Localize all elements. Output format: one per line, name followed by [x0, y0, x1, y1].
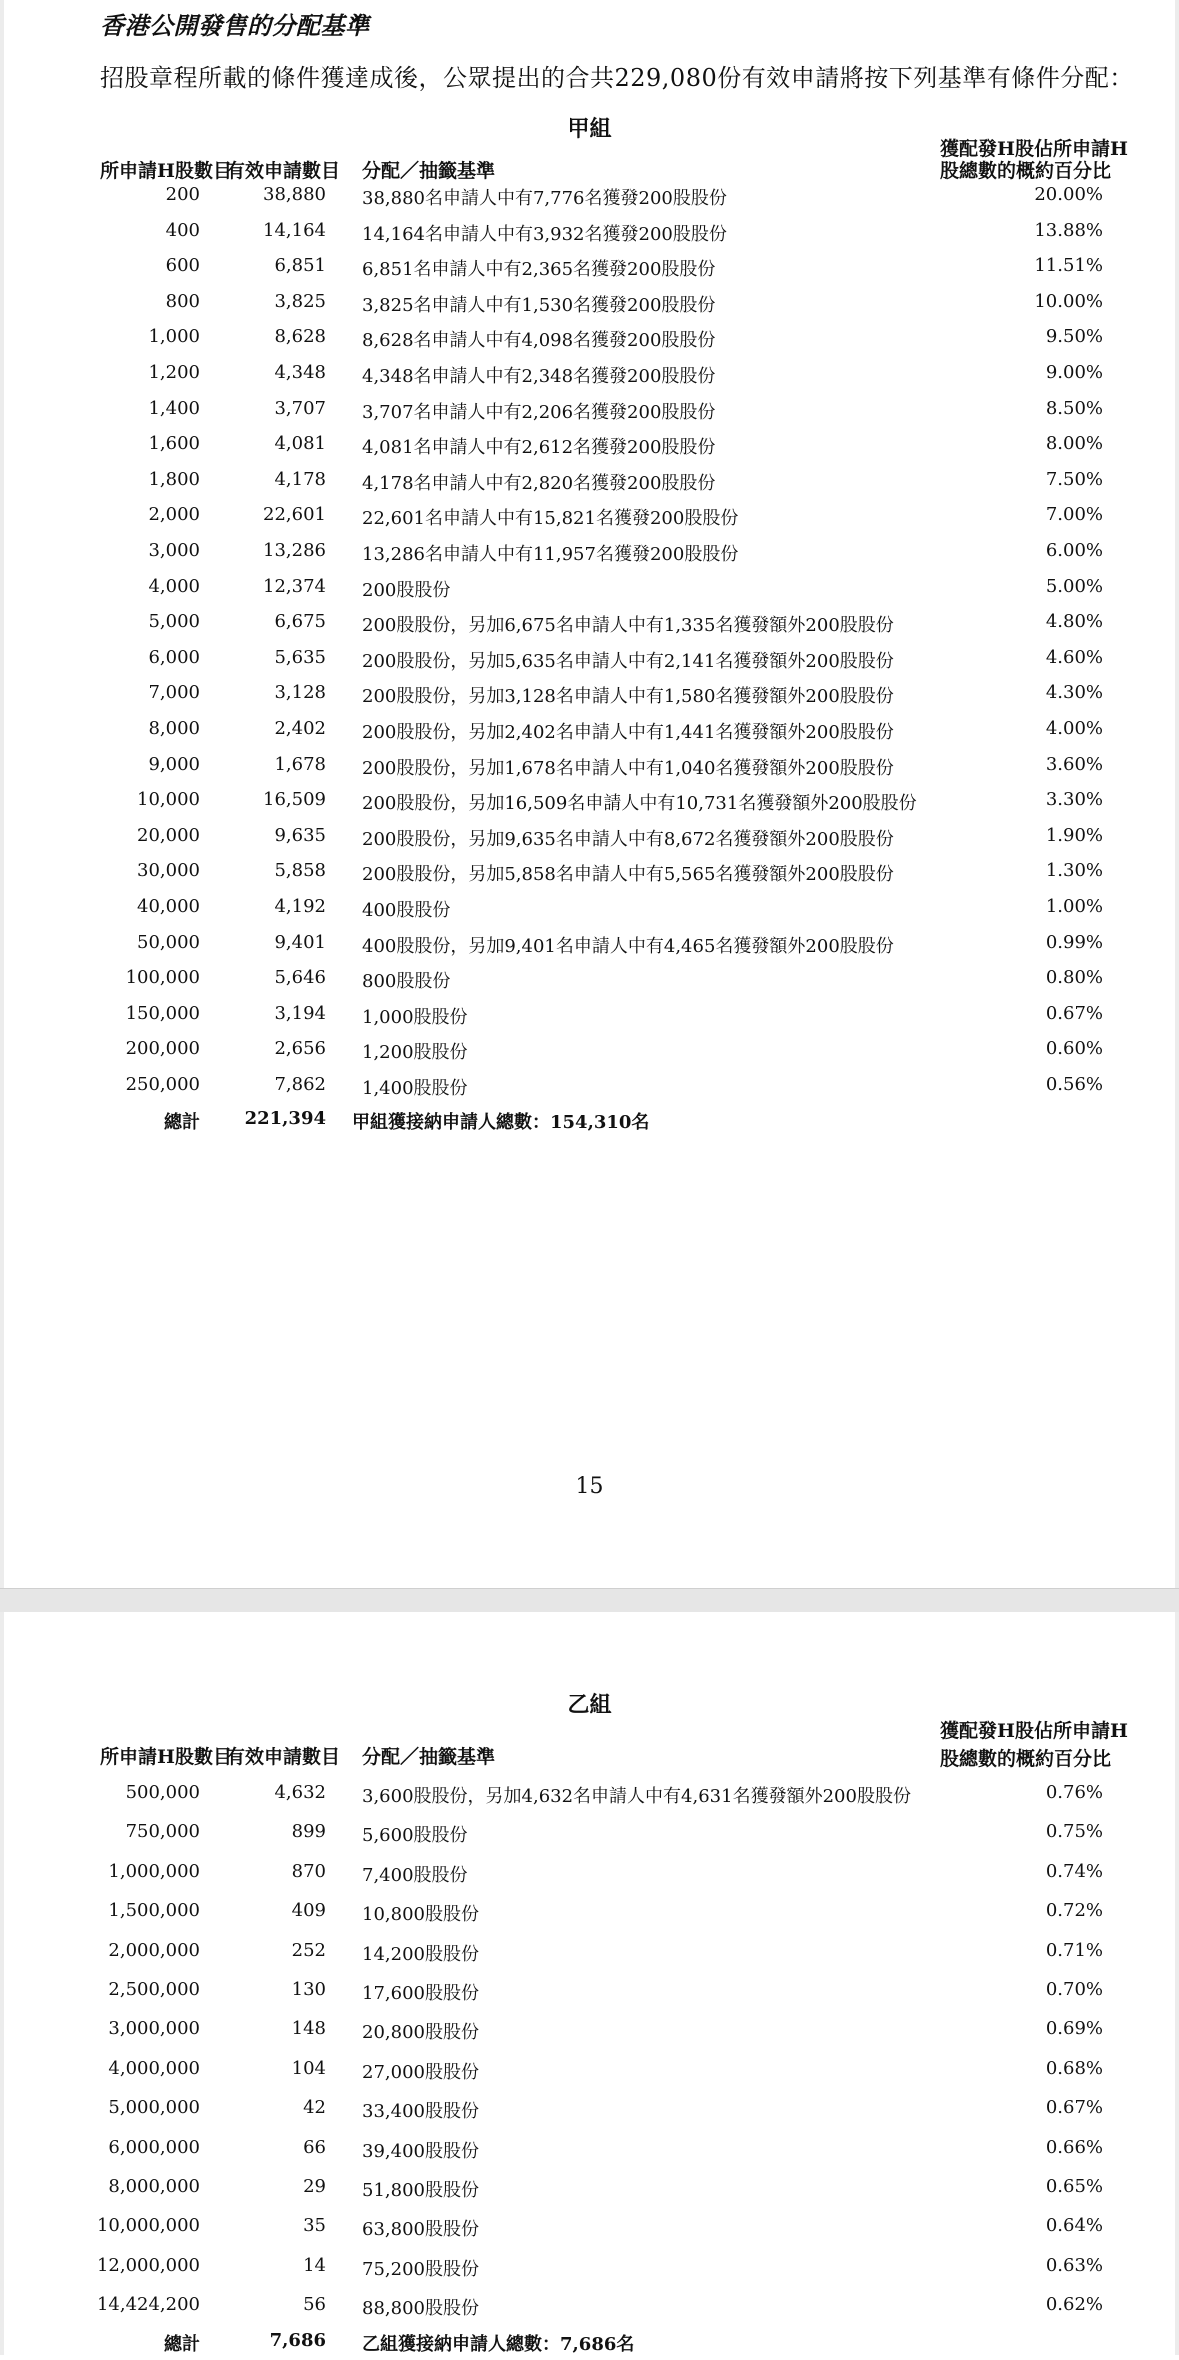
- table-row: [0, 362, 1179, 392]
- applications-cell: 870: [291, 1860, 326, 1882]
- percentage-cell: 0.70%: [1045, 1979, 1103, 2000]
- applications-cell: 3,194: [274, 1002, 326, 1024]
- shares-cell: 250,000: [125, 1074, 200, 1095]
- allocation-basis-cell: 800股股份: [362, 971, 451, 993]
- table-row: [0, 1861, 1179, 1891]
- table-row: [0, 540, 1179, 570]
- table-row: [0, 326, 1179, 356]
- shares-cell: 2,000: [148, 504, 200, 526]
- shares-cell: 600: [165, 255, 200, 277]
- shares-cell: 2,000,000: [108, 1939, 200, 1961]
- applications-cell: 9,635: [274, 824, 326, 846]
- allocation-basis-cell: 63,800股股份: [362, 2219, 479, 2241]
- allocation-basis-cell: 20,800股股份: [362, 2022, 479, 2044]
- applications-cell: 2,402: [274, 718, 326, 739]
- percentage-cell: 4.30%: [1045, 682, 1103, 704]
- applications-cell: 9,401: [274, 931, 326, 953]
- shares-cell: 1,500,000: [108, 1900, 200, 1922]
- applications-cell: 3,128: [274, 682, 326, 704]
- applications-cell: 29: [303, 2176, 326, 2197]
- total-label: 總計: [164, 1112, 200, 1133]
- table-row: [0, 1979, 1179, 2009]
- table-row: [0, 255, 1179, 285]
- table-row: [0, 896, 1179, 926]
- applications-cell: 38,880: [263, 184, 326, 205]
- group-b-total-row: [0, 2330, 1179, 2360]
- applications-cell: 3,825: [274, 290, 326, 312]
- shares-cell: 40,000: [137, 896, 200, 917]
- total-applications: 7,686: [269, 2330, 326, 2351]
- shares-cell: 10,000: [137, 789, 200, 811]
- table-row: [0, 398, 1179, 428]
- applications-cell: 252: [291, 1939, 326, 1961]
- page-number: 15: [575, 1474, 604, 1499]
- shares-cell: 200: [165, 184, 200, 205]
- percentage-cell: 9.50%: [1045, 326, 1103, 348]
- table-row: [0, 611, 1179, 641]
- shares-cell: 3,000: [148, 540, 200, 561]
- percentage-cell: 3.60%: [1045, 753, 1103, 775]
- shares-cell: 30,000: [137, 860, 200, 882]
- table-row: [0, 932, 1179, 962]
- percentage-cell: 4.00%: [1045, 718, 1103, 739]
- percentage-cell: 0.63%: [1045, 2254, 1103, 2276]
- percentage-cell: 0.80%: [1045, 967, 1103, 989]
- shares-cell: 1,600: [148, 433, 200, 455]
- shares-cell: 1,000: [148, 326, 200, 348]
- applications-cell: 148: [291, 2018, 326, 2040]
- shares-cell: 1,800: [148, 468, 200, 490]
- percentage-cell: 5.00%: [1045, 575, 1103, 597]
- allocation-basis-cell: 3,600股股份，另加4,632名申請人中有4,631名獲發額外200股股份: [362, 1786, 911, 1807]
- percentage-cell: 0.67%: [1045, 2097, 1103, 2119]
- allocation-basis-cell: 400股股份: [362, 900, 451, 921]
- shares-cell: 8,000: [148, 718, 200, 739]
- applications-cell: 56: [303, 2294, 326, 2316]
- shares-cell: 4,000,000: [108, 2057, 200, 2079]
- header-percentage-line2: 股總數的概約百分比: [940, 1748, 1112, 1770]
- shares-cell: 1,200: [148, 362, 200, 383]
- header-percentage: [940, 1720, 1128, 1770]
- table-row: [0, 2294, 1179, 2324]
- percentage-cell: 0.56%: [1045, 1074, 1103, 1095]
- applications-cell: 5,635: [274, 646, 326, 668]
- applications-cell: 3,707: [274, 397, 326, 419]
- allocation-basis-cell: 1,400股股份: [362, 1078, 468, 1099]
- table-row: [0, 860, 1179, 890]
- table-row: [0, 2097, 1179, 2127]
- allocation-basis-cell: 13,286名申請人中有11,957名獲發200股股份: [362, 544, 739, 565]
- table-row: [0, 469, 1179, 499]
- shares-cell: 7,000: [148, 682, 200, 704]
- table-row: [0, 2176, 1179, 2206]
- table-row: [0, 2137, 1179, 2167]
- table-row: [0, 2018, 1179, 2048]
- percentage-cell: 0.74%: [1045, 1860, 1103, 1882]
- percentage-cell: 0.60%: [1045, 1038, 1103, 1060]
- shares-cell: 400: [165, 219, 200, 241]
- percentage-cell: 0.67%: [1045, 1002, 1103, 1024]
- allocation-basis-cell: 200股股份，另加9,635名申請人中有8,672名獲發額外200股股份: [362, 828, 894, 850]
- percentage-cell: 1.30%: [1045, 860, 1103, 882]
- group-a-label: 甲組: [567, 116, 612, 142]
- applications-cell: 42: [303, 2097, 326, 2119]
- allocation-basis-cell: 51,800股股份: [362, 2180, 479, 2201]
- applications-cell: 5,646: [274, 967, 326, 989]
- shares-cell: 5,000: [148, 611, 200, 633]
- percentage-cell: 7.00%: [1045, 504, 1103, 526]
- allocation-basis-cell: 75,200股股份: [362, 2258, 479, 2280]
- allocation-basis-cell: 88,800股股份: [362, 2298, 479, 2320]
- allocation-basis-cell: 400股股份，另加9,401名申請人中有4,465名獲發額外200股股份: [362, 935, 894, 957]
- table-row: [0, 1900, 1179, 1930]
- applications-cell: 35: [303, 2215, 326, 2237]
- intro-paragraph: 招股章程所載的條件獲達成後，公眾提出的合共229,080份有效申請將按下列基準有條件分配：: [100, 64, 1134, 92]
- shares-cell: 750,000: [125, 1821, 200, 1843]
- shares-cell: 50,000: [137, 931, 200, 953]
- percentage-cell: 0.64%: [1045, 2215, 1103, 2237]
- allocation-basis-cell: 200股股份，另加5,858名申請人中有5,565名獲發額外200股股份: [362, 864, 894, 886]
- percentage-cell: 7.50%: [1045, 468, 1103, 490]
- allocation-basis-cell: 200股股份，另加3,128名申請人中有1,580名獲發額外200股股份: [362, 686, 894, 708]
- applications-cell: 66: [303, 2136, 326, 2158]
- applications-cell: 130: [291, 1979, 326, 2000]
- shares-cell: 150,000: [125, 1002, 200, 1024]
- shares-cell: 1,400: [148, 397, 200, 419]
- header-valid-applications: 有效申請數目: [226, 160, 341, 182]
- shares-cell: 6,000,000: [108, 2136, 200, 2158]
- table-row: [0, 789, 1179, 819]
- allocation-basis-cell: 39,400股股份: [362, 2140, 479, 2162]
- allocation-basis-cell: 1,000股股份: [362, 1006, 468, 1028]
- applications-cell: 1,678: [274, 753, 326, 775]
- table-row: [0, 1038, 1179, 1068]
- table-row: [0, 718, 1179, 748]
- percentage-cell: 0.99%: [1045, 931, 1103, 953]
- percentage-cell: 8.50%: [1045, 397, 1103, 419]
- group-a-total-row: [0, 1108, 1179, 1138]
- page-separator: [0, 1588, 1179, 1614]
- percentage-cell: 1.90%: [1045, 824, 1103, 846]
- table-row: [0, 2215, 1179, 2245]
- table-row: [0, 1074, 1179, 1104]
- allocation-basis-cell: 200股股份，另加5,635名申請人中有2,141名獲發額外200股股份: [362, 650, 894, 672]
- table-row: [0, 647, 1179, 677]
- allocation-basis-cell: 200股股份，另加16,509名申請人中有10,731名獲發額外200股股份: [362, 793, 917, 815]
- shares-cell: 4,000: [148, 575, 200, 597]
- applications-cell: 13,286: [263, 540, 326, 561]
- percentage-cell: 0.65%: [1045, 2176, 1103, 2197]
- header-valid-applications: 有效申請數目: [226, 1746, 341, 1768]
- applications-cell: 899: [291, 1821, 326, 1843]
- table-row: [0, 1003, 1179, 1033]
- table-row: [0, 1940, 1179, 1970]
- applications-cell: 5,858: [274, 860, 326, 882]
- applications-cell: 7,862: [274, 1074, 326, 1095]
- shares-cell: 3,000,000: [108, 2018, 200, 2040]
- percentage-cell: 0.66%: [1045, 2136, 1103, 2158]
- header-shares-applied: 所申請H股數目: [100, 1746, 232, 1768]
- applications-cell: 409: [291, 1900, 326, 1922]
- applications-cell: 4,081: [274, 433, 326, 455]
- allocation-basis-cell: 10,800股股份: [362, 1904, 479, 1926]
- allocation-basis-cell: 200股股份: [362, 579, 451, 601]
- applications-cell: 16,509: [263, 789, 326, 811]
- total-label: 總計: [164, 2334, 200, 2355]
- applications-cell: 4,178: [274, 468, 326, 490]
- allocation-basis-cell: 5,600股股份: [362, 1825, 468, 1847]
- allocation-basis-cell: 4,081名申請人中有2,612名獲發200股股份: [362, 437, 716, 459]
- shares-cell: 10,000,000: [96, 2215, 200, 2237]
- allocation-basis-cell: 200股股份，另加1,678名申請人中有1,040名獲發額外200股股份: [362, 757, 894, 779]
- applications-cell: 6,675: [274, 611, 326, 633]
- table-row: [0, 433, 1179, 463]
- percentage-cell: 4.60%: [1045, 646, 1103, 668]
- table-row: [0, 1782, 1179, 1812]
- table-row: [0, 2058, 1179, 2088]
- shares-cell: 20,000: [137, 824, 200, 846]
- percentage-cell: 3.30%: [1045, 789, 1103, 811]
- allocation-basis-cell: 8,628名申請人中有4,098名獲發200股股份: [362, 330, 716, 352]
- header-allocation-basis: 分配／抽籤基準: [362, 160, 496, 182]
- shares-cell: 6,000: [148, 646, 200, 668]
- allocation-basis-cell: 7,400股股份: [362, 1864, 468, 1886]
- percentage-cell: 0.71%: [1045, 1939, 1103, 1961]
- table-row: [0, 754, 1179, 784]
- percentage-cell: 0.62%: [1045, 2294, 1103, 2316]
- table-row: [0, 825, 1179, 855]
- header-percentage-line1: 獲配發H股佔所申請H: [940, 138, 1128, 160]
- percentage-cell: 0.69%: [1045, 2018, 1103, 2040]
- header-percentage-line1: 獲配發H股佔所申請H: [940, 1720, 1128, 1742]
- allocation-basis-cell: 27,000股股份: [362, 2061, 479, 2083]
- percentage-cell: 0.68%: [1045, 2057, 1103, 2079]
- group-b-label: 乙組: [567, 1692, 612, 1718]
- shares-cell: 800: [165, 290, 200, 312]
- allocation-basis-cell: 200股股份，另加6,675名申請人中有1,335名獲發額外200股股份: [362, 615, 894, 637]
- applications-cell: 6,851: [274, 255, 326, 277]
- header-percentage: [940, 138, 1128, 182]
- applications-cell: 8,628: [274, 326, 326, 348]
- table-row: [0, 1821, 1179, 1851]
- percentage-cell: 13.88%: [1034, 219, 1103, 241]
- applications-cell: 22,601: [263, 504, 326, 526]
- allocation-basis-cell: 3,825名申請人中有1,530名獲發200股股份: [362, 294, 716, 316]
- table-row: [0, 220, 1179, 250]
- table-row: [0, 291, 1179, 321]
- applications-cell: 14,164: [263, 219, 326, 241]
- allocation-basis-cell: 3,707名申請人中有2,206名獲發200股股份: [362, 401, 716, 423]
- shares-cell: 14,424,200: [96, 2294, 200, 2316]
- total-successful-applicants: 甲組獲接納申請人總數：154,310名: [352, 1112, 650, 1133]
- applications-cell: 12,374: [263, 575, 326, 597]
- percentage-cell: 0.75%: [1045, 1821, 1103, 1843]
- total-successful-applicants: 乙組獲接納申請人總數：7,686名: [362, 2334, 635, 2355]
- applications-cell: 4,348: [274, 362, 326, 383]
- table-row: [0, 184, 1179, 214]
- shares-cell: 500,000: [125, 1782, 200, 1803]
- shares-cell: 5,000,000: [108, 2097, 200, 2119]
- shares-cell: 200,000: [125, 1038, 200, 1060]
- shares-cell: 100,000: [125, 967, 200, 989]
- total-applications: 221,394: [244, 1108, 326, 1129]
- percentage-cell: 6.00%: [1045, 540, 1103, 561]
- percentage-cell: 0.76%: [1045, 1782, 1103, 1803]
- header-percentage-line2: 股總數的概約百分比: [940, 160, 1112, 182]
- percentage-cell: 8.00%: [1045, 433, 1103, 455]
- allocation-basis-cell: 4,348名申請人中有2,348名獲發200股股份: [362, 366, 716, 387]
- applications-cell: 2,656: [274, 1038, 326, 1060]
- percentage-cell: 10.00%: [1034, 290, 1103, 312]
- table-row: [0, 2255, 1179, 2285]
- allocation-basis-cell: 22,601名申請人中有15,821名獲發200股股份: [362, 508, 739, 530]
- percentage-cell: 20.00%: [1034, 184, 1103, 205]
- allocation-basis-cell: 17,600股股份: [362, 1983, 479, 2004]
- table-row: [0, 504, 1179, 534]
- header-allocation-basis: 分配／抽籤基準: [362, 1746, 496, 1768]
- section-title: 香港公開發售的分配基準: [100, 11, 370, 40]
- header-shares-applied: 所申請H股數目: [100, 160, 232, 182]
- percentage-cell: 4.80%: [1045, 611, 1103, 633]
- shares-cell: 2,500,000: [108, 1979, 200, 2000]
- shares-cell: 12,000,000: [96, 2254, 200, 2276]
- allocation-basis-cell: 14,200股股份: [362, 1943, 479, 1965]
- allocation-basis-cell: 4,178名申請人中有2,820名獲發200股股份: [362, 472, 716, 494]
- allocation-basis-cell: 1,200股股份: [362, 1042, 468, 1064]
- allocation-basis-cell: 14,164名申請人中有3,932名獲發200股股份: [362, 223, 727, 245]
- shares-cell: 8,000,000: [108, 2176, 200, 2197]
- allocation-basis-cell: 6,851名申請人中有2,365名獲發200股股份: [362, 259, 716, 281]
- allocation-basis-cell: 38,880名申請人中有7,776名獲發200股股份: [362, 188, 727, 209]
- allocation-basis-cell: 200股股份，另加2,402名申請人中有1,441名獲發額外200股股份: [362, 722, 894, 743]
- shares-cell: 1,000,000: [108, 1860, 200, 1882]
- table-row: [0, 682, 1179, 712]
- table-row: [0, 967, 1179, 997]
- percentage-cell: 0.72%: [1045, 1900, 1103, 1922]
- percentage-cell: 11.51%: [1034, 255, 1103, 277]
- applications-cell: 4,632: [274, 1782, 326, 1803]
- percentage-cell: 9.00%: [1045, 362, 1103, 383]
- allocation-basis-cell: 33,400股股份: [362, 2101, 479, 2123]
- applications-cell: 104: [291, 2057, 326, 2079]
- table-row: [0, 576, 1179, 606]
- shares-cell: 9,000: [148, 753, 200, 775]
- applications-cell: 4,192: [274, 896, 326, 917]
- applications-cell: 14: [303, 2254, 326, 2276]
- document-page-2: [0, 1612, 1179, 2355]
- percentage-cell: 1.00%: [1045, 896, 1103, 917]
